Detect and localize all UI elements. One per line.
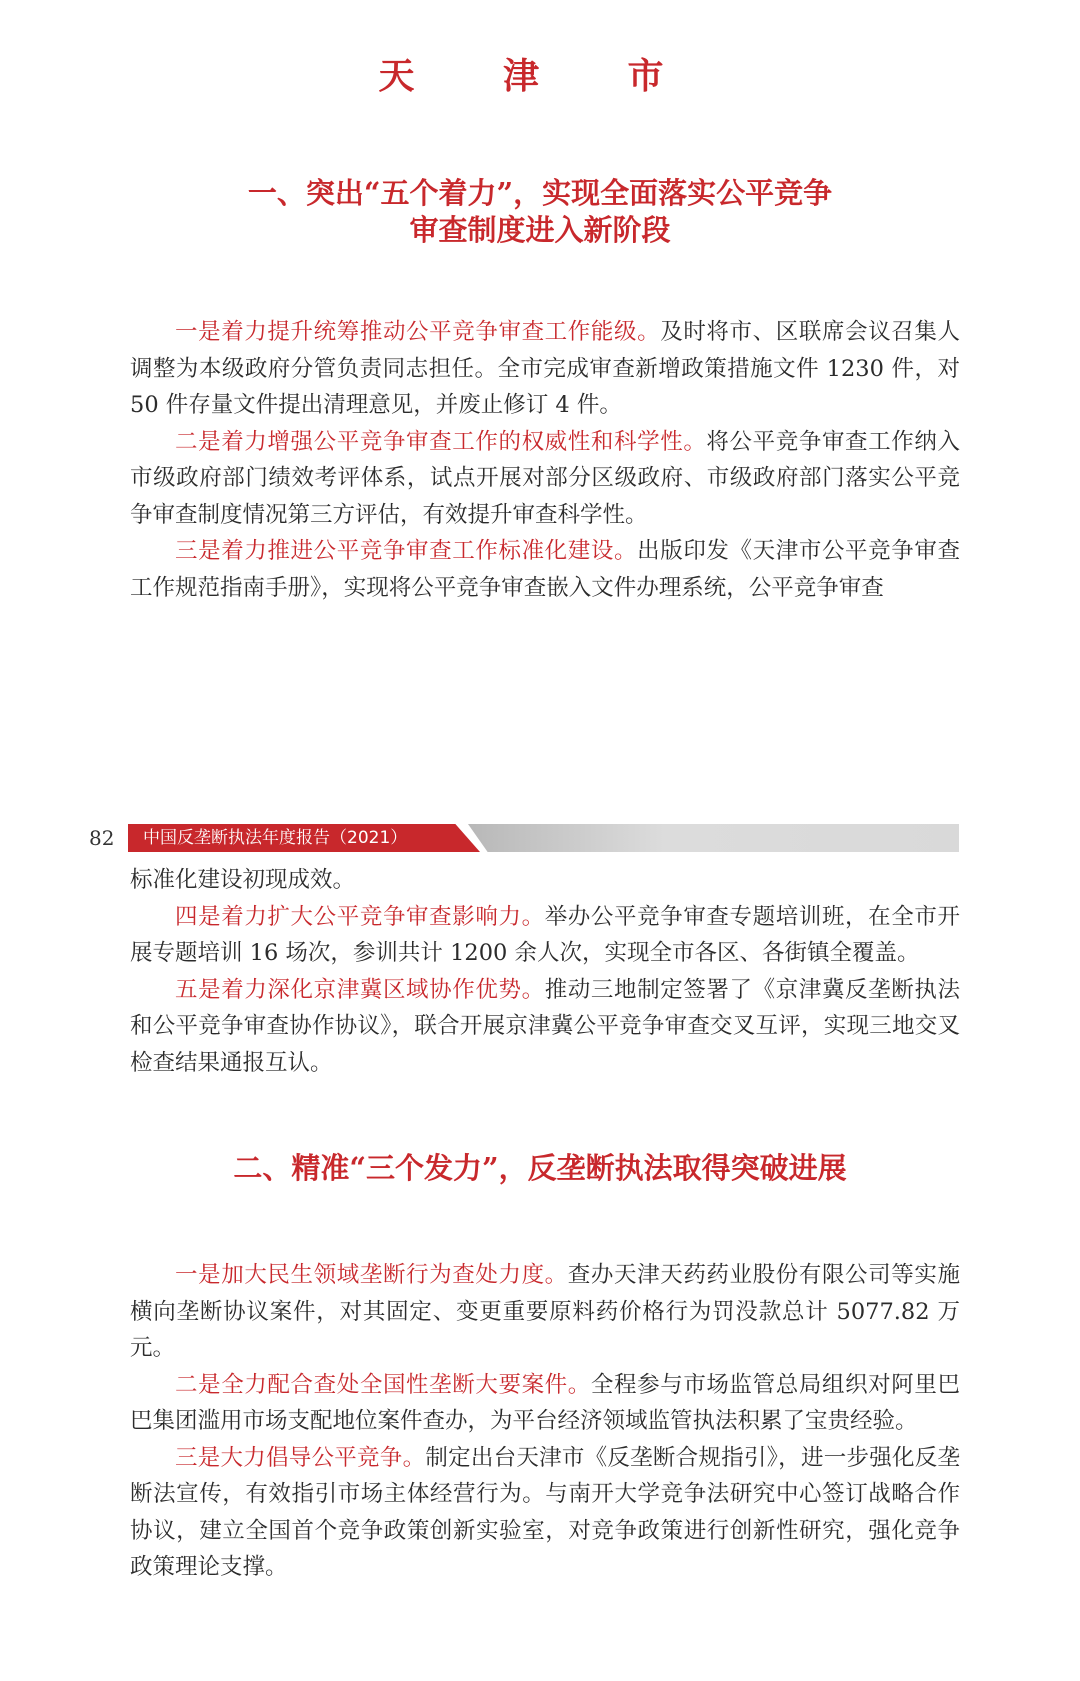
paragraph-lead: 四是着力扩大公平竞争审查影响力。 bbox=[175, 903, 545, 930]
section-1-body-top bbox=[130, 314, 960, 606]
page-number: 82 bbox=[89, 826, 115, 850]
paragraph bbox=[130, 1367, 960, 1440]
section-2-body bbox=[130, 1257, 960, 1586]
paragraph-body: 及时将市、区联席会议召集人调整为本级政府分管负责同志担任。全市完成审查新增政策措施文件 1230 件，对 50 件存量文件提出清理意见，并废止修订 4 件。 bbox=[130, 319, 960, 418]
paragraph bbox=[130, 533, 960, 606]
paragraph bbox=[130, 314, 960, 424]
footer-report-title: 中国反垄断执法年度报告（2021） bbox=[143, 828, 408, 848]
paragraph-lead: 一是着力提升统筹推动公平竞争审查工作能级。 bbox=[175, 319, 661, 345]
paragraph bbox=[130, 424, 960, 534]
paragraph-lead: 三是着力推进公平竞争审查工作标准化建设。 bbox=[175, 538, 638, 564]
paragraph-body: 将公平竞争审查工作纳入市级政府部门绩效考评体系，试点开展对部分区级政府、市级政府部门落实公平竞争审查制度情况第三方评估，有效提升审查科学性。 bbox=[130, 428, 960, 528]
paragraph bbox=[130, 1440, 960, 1586]
paragraph-body: 举办公平竞争审查专题培训班，在全市开展专题培训 16 场次，参训共计 1200 余人次，实现全市各区、各街镇全覆盖。 bbox=[130, 903, 960, 966]
paragraph-body: 全程参与市场监管总局组织对阿里巴巴集团滥用市场支配地位案件查办，为平台经济领域监管执法积累了宝贵经验。 bbox=[130, 1371, 960, 1434]
section-1-heading-line-2: 审查制度进入新阶段 bbox=[409, 213, 671, 247]
city-title: 天 津 市 bbox=[378, 56, 702, 97]
paragraph-lead: 二是全力配合查处全国性垄断大要案件。 bbox=[175, 1371, 591, 1398]
paragraph-body: 查办天津天药药业股份有限公司等实施横向垄断协议案件，对其固定、变更重要原料药价格行为罚没款总计 5077.82 万元。 bbox=[130, 1262, 960, 1361]
paragraph-body: 出版印发《天津市公平竞争审查工作规范指南手册》，实现将公平竞争审查嵌入文件办理系统，公平竞争审查 bbox=[130, 538, 960, 601]
paragraph bbox=[130, 899, 960, 972]
paragraph-body: 推动三地制定签署了《京津冀反垄断执法和公平竞争审查协作协议》，联合开展京津冀公平竞争审查交叉互评，实现三地交叉检查结果通报互认。 bbox=[130, 976, 960, 1076]
section-1-heading bbox=[130, 175, 950, 249]
section-1-heading-line-1: 一、突出“五个着力”，实现全面落实公平竞争 bbox=[247, 176, 833, 210]
paragraph bbox=[130, 1257, 960, 1367]
footer-band-grey bbox=[468, 824, 959, 852]
paragraph bbox=[130, 972, 960, 1082]
section-1-body-continued bbox=[130, 862, 960, 1081]
section-2-heading: 二、精准“三个发力”，反垄断执法取得突破进展 bbox=[233, 1151, 847, 1185]
continued-text: 标准化建设初现成效。 bbox=[130, 867, 356, 893]
paragraph-lead: 二是着力增强公平竞争审查工作的权威性和科学性。 bbox=[175, 428, 707, 455]
paragraph-body: 制定出台天津市《反垄断合规指引》，进一步强化反垄断法宣传，有效指引市场主体经营行为。与南开大学竞争法研究中心签订战略合作协议，建立全国首个竞争政策创新实验室，对竞争政策进行创新性研究，强化竞争政策理论支撑。 bbox=[130, 1444, 960, 1580]
paragraph-lead: 五是着力深化京津冀区域协作优势。 bbox=[175, 976, 545, 1003]
paragraph-lead: 三是大力倡导公平竞争。 bbox=[175, 1444, 426, 1471]
paragraph-lead: 一是加大民生领域垄断行为查处力度。 bbox=[175, 1262, 568, 1288]
